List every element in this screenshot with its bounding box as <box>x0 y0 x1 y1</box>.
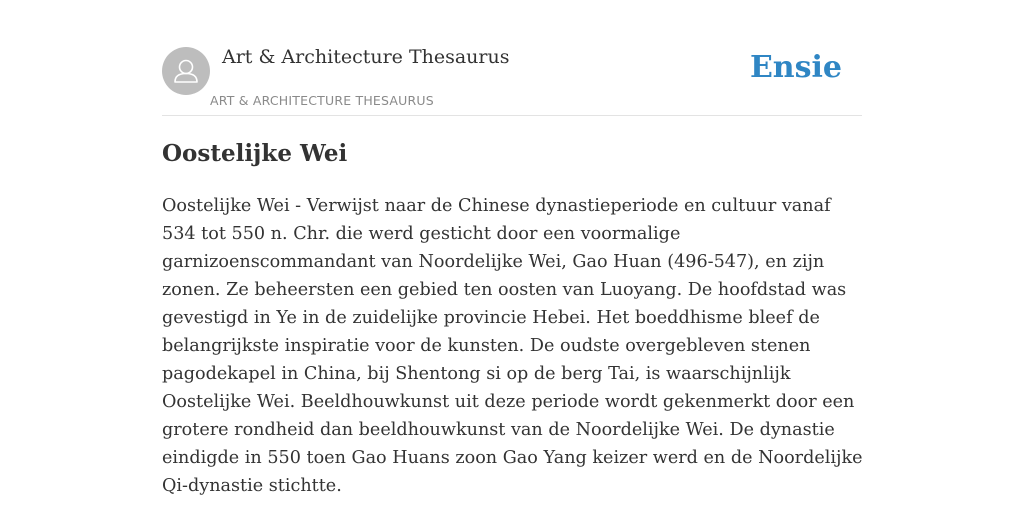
author-name[interactable]: Art & Architecture Thesaurus <box>222 46 510 68</box>
definition-text: Oostelijke Wei - Verwijst naar de Chinese dynastieperiode en cultuur vanaf 534 tot 550 n. Chr. die werd gesticht door een voormalige garnizoenscommandant van Noordelijke Wei, Gao Huan (496-547), en zijn zonen. Ze beheersten een gebied ten oosten van Luoyang. De hoofdstad was gevestigd in Ye in de zuidelijke provincie Hebei. Het boeddhisme bleef de belangrijkste inspiratie voor de kunsten. De oudste overgebleven stenen pagodekapel in China, bij Shentong si op de berg Tai, is waarschijnlijk Oostelijke Wei. Beeldhouwkunst uit deze periode wordt gekenmerkt door een grotere rondheid dan beeldhouwkunst van de Noordelijke Wei. De dynastie eindigde in 550 toen Gao Huans zoon Gao Yang keizer werd en de Noordelijke Qi-dynastie stichtte. <box>162 196 863 496</box>
ensie-logo[interactable]: Ensie <box>749 50 842 85</box>
page-title: Oostelijke Wei <box>162 140 348 167</box>
user-silhouette-icon <box>162 47 210 95</box>
entry-header <box>162 0 862 116</box>
source-label[interactable]: ART & ARCHITECTURE THESAURUS <box>210 93 434 108</box>
avatar[interactable] <box>162 47 210 95</box>
entry-card <box>162 0 862 512</box>
